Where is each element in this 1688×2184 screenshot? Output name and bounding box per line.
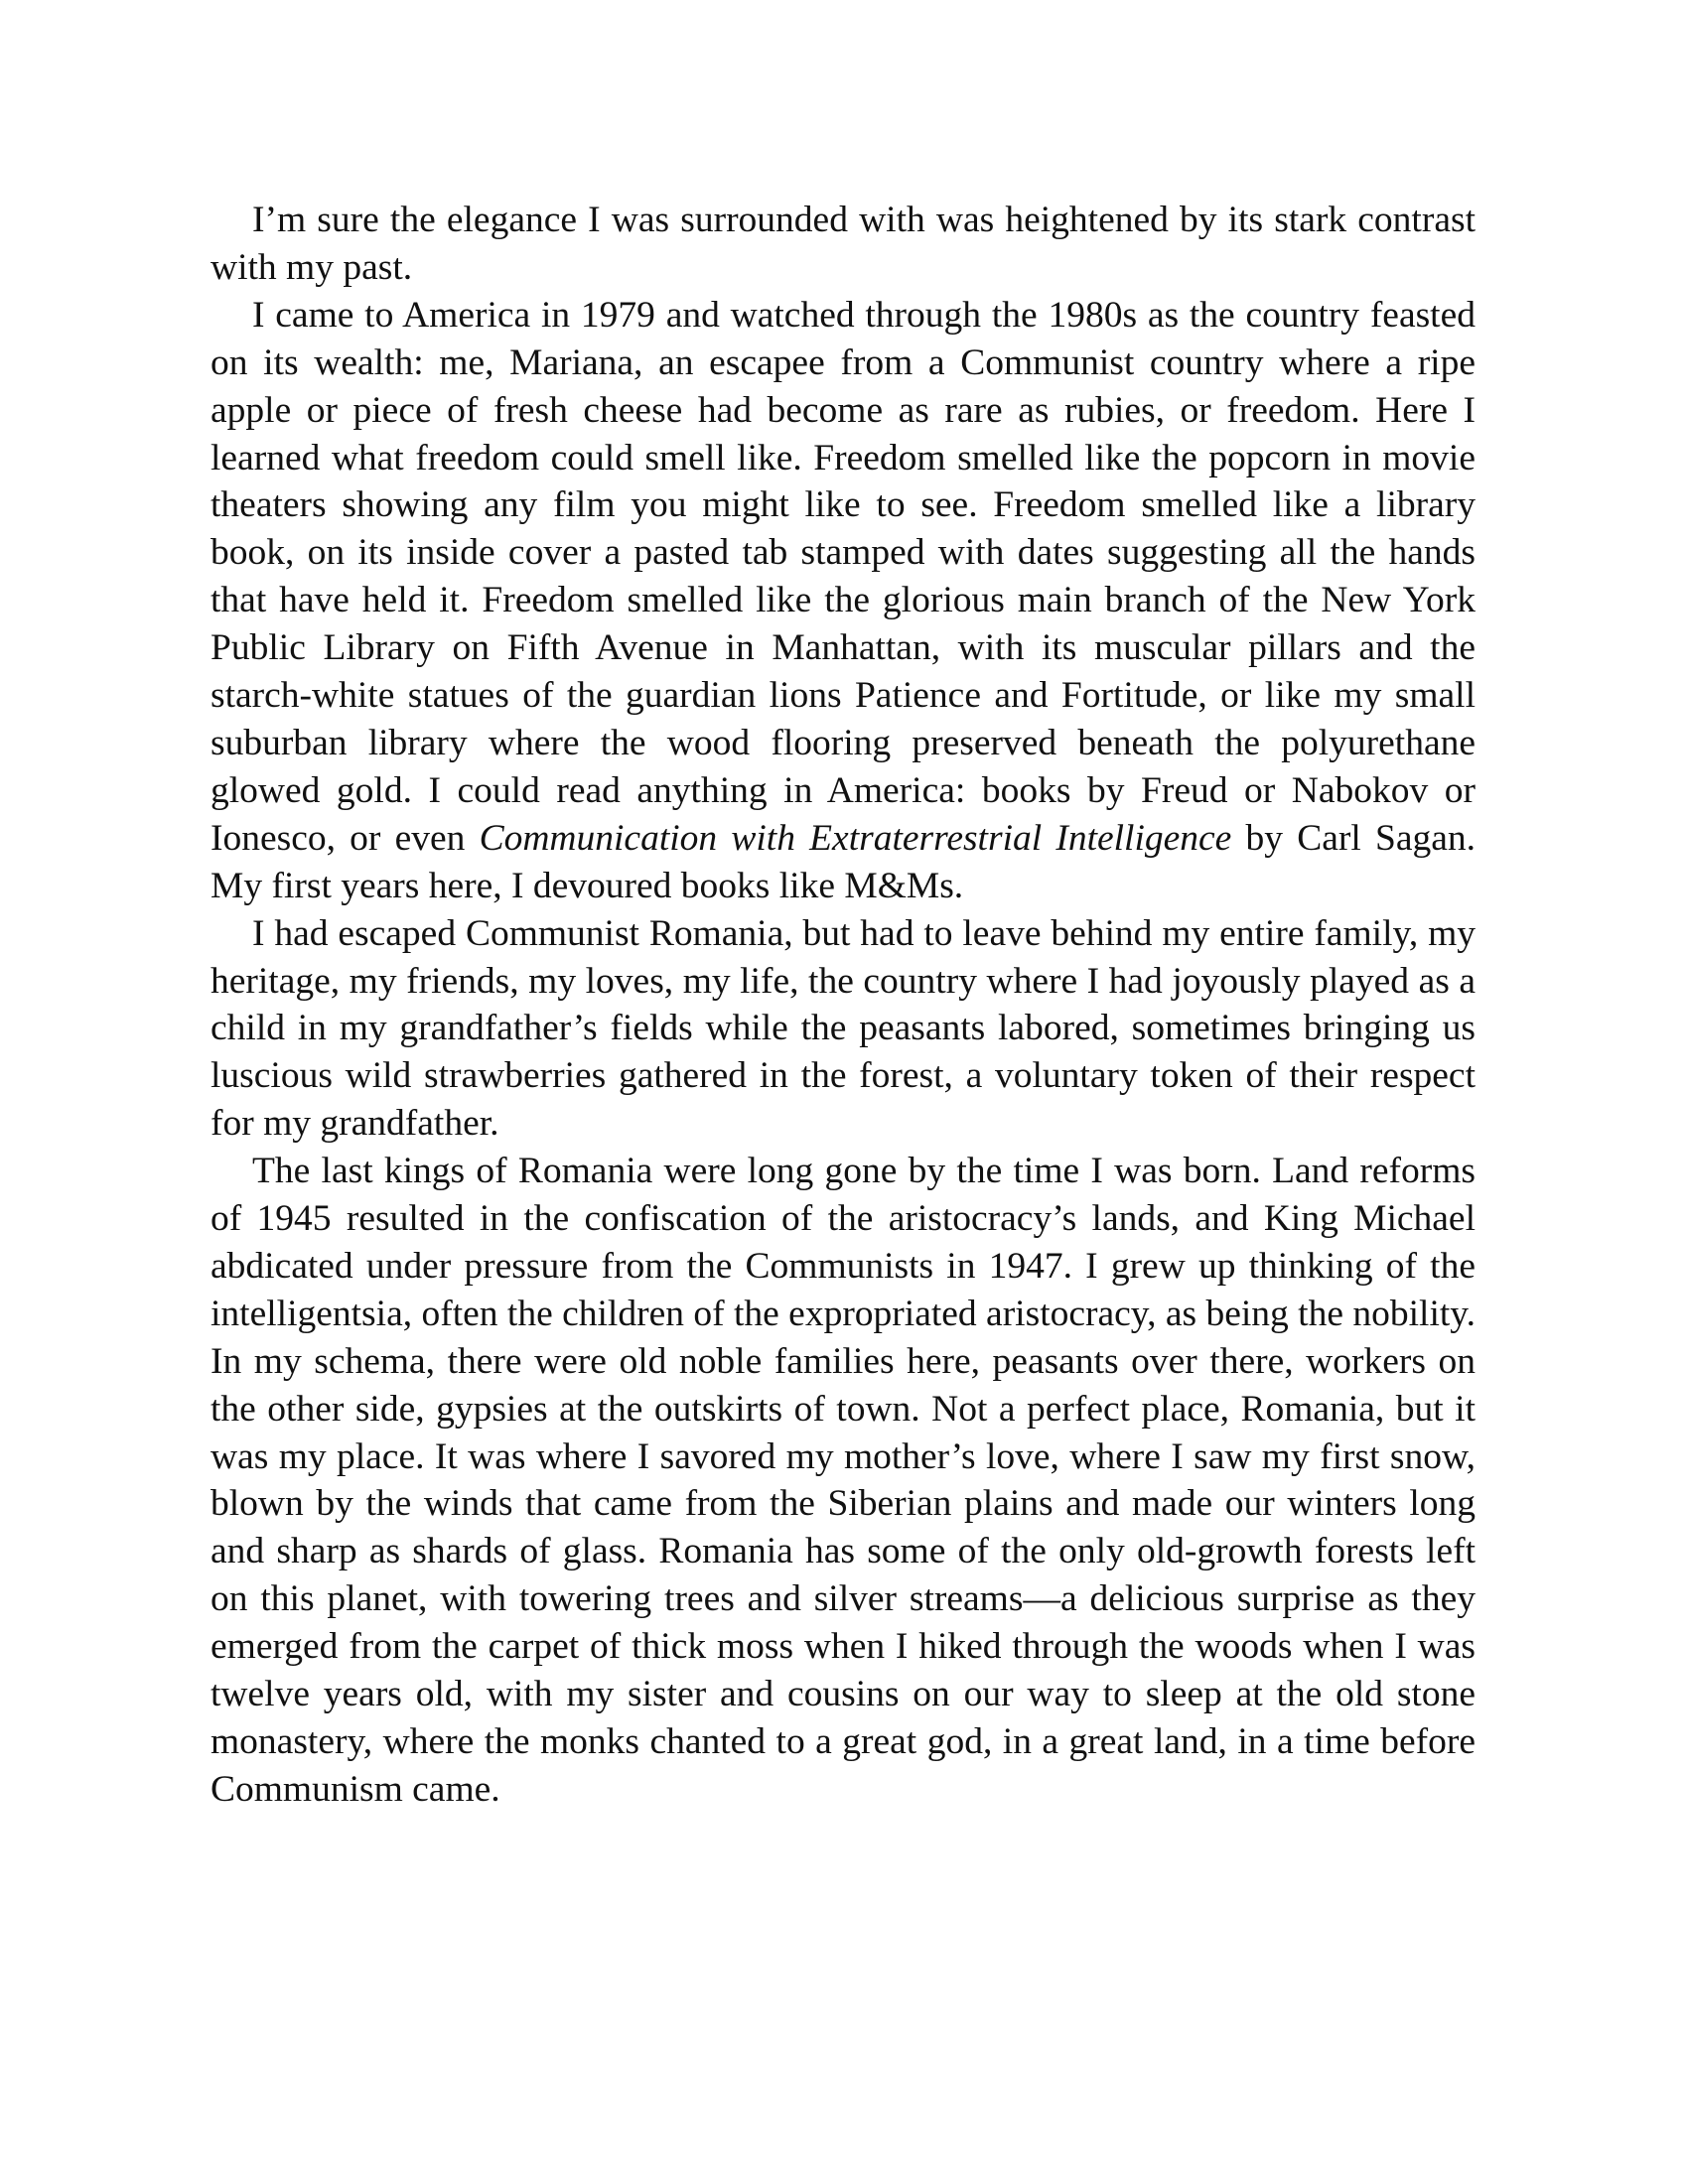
paragraph-4-text: The last kings of Romania were long gone by the time I was born. Land reforms of 1945 resulted in the confiscation of the aristocracy’s lands, and King Michael abdicated under pressure from the Communists in 1947. I grew up thinking of the intelligentsia, often the children of the expropriated aristocracy, as being the nobility. In my schema, there were old noble families here, peasants over there, workers on the other side, gypsies at the outskirts of town. Not a perfect place, Romania, but it was my place. It was where I savored my mother’s love, where I saw my first snow, blown by the winds that came from the Siberian plains and made our winters long and sharp as shards of glass. Romania has some of the only old-growth forests left on this planet, with towering trees and silver streams—a delicious surprise as they emerged from the carpet of thick moss when I hiked through the woods when I was twelve years old, with my sister and cousins on our way to sleep at the old stone monastery, where the monks chanted to a great god, in a great land, in a time before Communism came. <box>211 1151 1476 1810</box>
paragraph-3 <box>211 910 1476 1149</box>
paragraph-4 <box>211 1148 1476 1814</box>
paragraph-3-text: I had escaped Communist Romania, but had to leave behind my entire family, my heritage, my friends, my loves, my life, the country where I had joyously played as a child in my grandfather’s fields while the peasants labored, sometimes bringing us luscious wild strawberries gathered in the forest, a voluntary token of their respect for my grandfather. <box>211 912 1476 1145</box>
book-title-italic: Communication with Extraterrestrial Intelligence <box>479 817 1232 859</box>
paragraph-1 <box>211 197 1476 292</box>
page-body <box>211 197 1476 1814</box>
paragraph-2-text-b: by Carl Sagan. My first years here, I devoured books like M&Ms. <box>211 817 1476 906</box>
paragraph-2-text-a: I came to America in 1979 and watched through the 1980s as the country feasted on its wealth: me, Mariana, an escapee from a Communist country where a ripe apple or piece of fresh cheese had become as rare as rubies, or freedom. Here I learned what freedom could smell like. Freedom smelled like the popcorn in movie theaters showing any film you might like to see. Freedom smelled like a library book, on its inside cover a pasted tab stamped with dates suggesting all the hands that have held it. Freedom smelled like the glorious main branch of the New York Public Library on Fifth Avenue in Manhattan, with its muscular pillars and the starch-white statues of the guardian lions Patience and Fortitude, or like my small suburban library where the wood flooring preserved beneath the polyurethane glowed gold. I could read anything in America: books by Freud or Nabokov or Ionesco, or even <box>211 294 1476 859</box>
paragraph-2 <box>211 292 1476 910</box>
paragraph-1-text: I’m sure the elegance I was surrounded with was heightened by its stark contrast with my past. <box>211 200 1476 288</box>
